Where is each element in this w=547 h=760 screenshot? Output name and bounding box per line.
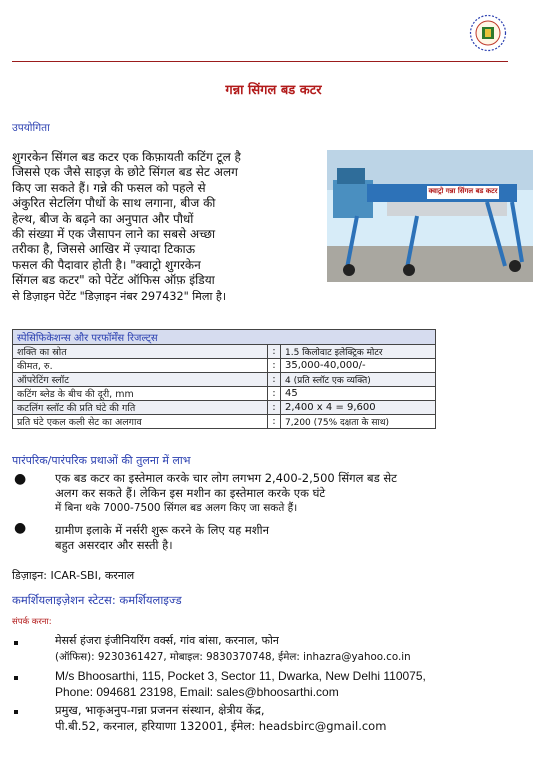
contact-line: मेसर्स हंजरा इंजीनियरिंग वर्क्स, गांव बांसा, करनाल, फोन [55,634,279,647]
description-paragraph [12,150,274,304]
list-item-line: अलग कर सकते हैं। लेकिन इस मशीन का इस्तेमाल करके एक घंटे [55,486,326,500]
description-line: किए जा सकते हैं। गन्ने की फसल को पहले से [12,180,206,195]
spec-value: 2,400 x 4 = 9,600 [281,401,436,415]
table-row: कीमत, रु. : 35,000-40,000/- [13,359,436,373]
description-line: सिंगल बड कटर" को पेटेंट ऑफिस ऑफ़ इंडिया [12,273,215,288]
contact-item [55,633,535,665]
table-row: कटिंग ब्लेड के बीच की दूरी, mm : 45 [13,387,436,401]
description-line: जिससे एक जैसे साइज़ के छोटे सिंगल बड सेट अलग [12,165,238,180]
spec-value: 1.5 किलोवाट इलेक्ट्रिक मोटर [281,345,436,359]
section-utility-heading: उपयोगिता [12,122,50,134]
specs-table [12,329,436,429]
bullet-icon: ● [14,471,27,487]
description-line: शुगरकेन सिंगल बड कटर एक किफ़ायती कटिंग टूल है [12,150,241,164]
spec-key: कटलिंग स्लॉट की प्रति घंटे की गति [13,401,268,415]
bullet-icon: ● [14,520,27,536]
spec-key: कीमत, रु. [13,359,268,373]
contact-heading: संपर्क करना: [12,617,52,627]
table-row: ऑपरेटिंग स्लॉट : 4 (प्रति स्लॉट एक व्यक्ति) [13,373,436,387]
list-item-line: ग्रामीण इलाके में नर्सरी शुरू करने के लिए यह मशीन [55,523,269,537]
table-row: कटलिंग स्लॉट की प्रति घंटे की गति : 2,400 x 4 = 9,600 [13,401,436,415]
design-credit: डिज़ाइन: ICAR-SBI, करनाल [12,569,135,582]
product-photo [327,150,533,282]
page-title: गन्ना सिंगल बड कटर [225,83,322,98]
contact-line: प्रमुख, भाकृअनुप-गन्ना प्रजनन संस्थान, क्षेत्रीय केंद्र, [55,703,265,717]
institute-logo [469,14,507,52]
description-line: हेल्थ, बीज के बढ़ने का अनुपात और पौधों [12,211,194,226]
list-item [55,523,495,553]
spec-key: शक्ति का स्रोत [13,345,268,359]
list-item-line: बहुत असरदार और सस्ती है। [55,538,173,552]
list-item-line: में बिना थके 7000-7500 सिंगल बड अलग किए जा सकते हैं। [55,502,298,514]
contact-line: Phone: 094681 23198, Email: sales@bhoosarthi.com [55,685,339,699]
contact-line: (ऑफिस): 9230361427, मोबाइल: 9830370748, ईमेल: inhazra@yahoo.co.in [55,651,411,663]
contact-item [55,702,535,734]
comparison-heading: पारंपरिक/पारंपरिक प्रथाओं की तुलना में लाभ [12,454,191,467]
contact-line: M/s Bhoosarthi, 115, Pocket 3, Sector 11, Dwarka, New Delhi 110075, [55,669,426,683]
bullet-icon [14,676,18,680]
spec-key: कटिंग ब्लेड के बीच की दूरी, mm [13,387,268,401]
spec-key: ऑपरेटिंग स्लॉट [13,373,268,387]
spec-value: 4 (प्रति स्लॉट एक व्यक्ति) [281,373,436,387]
spec-value: 45 [281,387,436,401]
contact-line: पी.बी.52, करनाल, हरियाणा 132001, ईमेल: headsbirc@gmail.com [55,719,387,733]
bullet-icon [14,710,18,714]
header-rule [12,61,508,62]
spec-value: 7,200 (75% दक्षता के साथ) [281,415,436,429]
list-item-line: एक बड कटर का इस्तेमाल करके चार लोग लगभग 2,400-2,500 सिंगल बड सेट [55,471,397,485]
bullet-icon [14,641,18,645]
contact-item [55,668,535,700]
specs-heading: स्पेसिफिकेशन्स और परफॉर्मेंस रिजल्ट्स [13,330,436,345]
description-line: अंकुरित सेटलिंग पौधों के साथ लगाना, बीज की [12,196,216,211]
description-line: की संख्या में एक जैसापन लाने का सबसे अच्छा [12,227,216,242]
description-line: तरीका है, जिससे आखिर में ज़्यादा टिकाऊ [12,242,196,257]
table-row: प्रति घंटे एकल कली सेट का अलगाव : 7,200 (75% दक्षता के साथ) [13,415,436,429]
list-item [55,471,495,516]
table-row: शक्ति का स्रोत : 1.5 किलोवाट इलेक्ट्रिक मोटर [13,345,436,359]
description-line: फसल की पैदावार होती है। "क्वाट्रो शुगरकेन [12,257,201,272]
description-line: से डिज़ाइन पेटेंट "डिज़ाइन नंबर 297432" मिला है। [12,289,227,303]
commercial-status: कमर्शियलाइज़ेशन स्टेटस: कमर्शियलाइज्ड [12,593,182,607]
spec-key: प्रति घंटे एकल कली सेट का अलगाव [13,415,268,429]
photo-label: क्वाट्रो गन्ना सिंगल बड कटर [428,187,498,195]
spec-value: 35,000-40,000/- [281,359,436,373]
